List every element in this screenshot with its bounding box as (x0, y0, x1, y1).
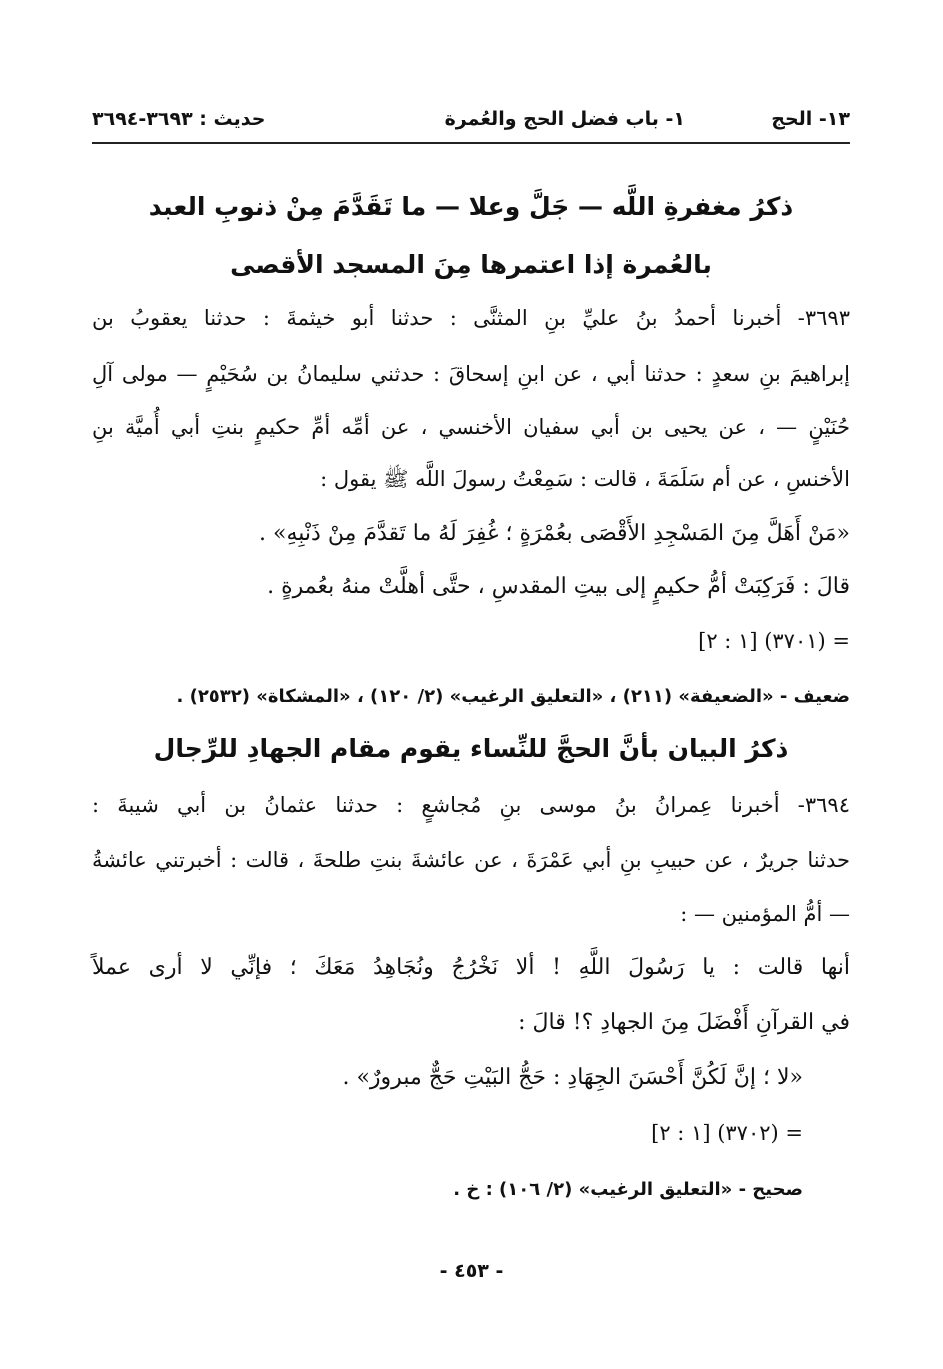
grading-note: صحيح - «التعليق الرغيب» (٢/ ١٠٦) : خ . (453, 1179, 803, 1200)
narration-line: الأخنسِ ، عن أم سَلَمَةَ ، قالت : سَمِعْتُ رسولَ اللَّه ﷺ يقول : (320, 467, 850, 491)
narration-line: ٣٦٩٤- أخبرنا عِمرانُ بنُ موسى بنِ مُجاشعٍ : حدثنا عثمانُ بن أبي شيبةَ : (92, 793, 850, 817)
narration-line: إبراهيمَ بنِ سعدٍ : حدثنا أبي ، عن ابنِ إسحاقَ : حدثني سليمانُ بن سُحَيْمٍ — مولى آلِ (92, 362, 850, 386)
running-header (92, 108, 850, 136)
question-line: أنها قالت : يا رَسُولَ اللَّهِ ! ألا نَخْرُجُ ونُجَاهِدُ مَعَكَ ؛ فإنِّي لا أرى عملاً (92, 955, 850, 980)
cross-reference: = (٣٧٠٢) [١ : ٢] (651, 1121, 803, 1145)
chapter-label: ١٣- الحج (771, 108, 850, 130)
cross-reference: = (٣٧٠١) [١ : ٢] (698, 629, 850, 653)
grading-note: ضعيف - «الضعيفة» (٢١١) ، «التعليق الرغيب» (٢/ ١٢٠) ، «المشكاة» (٢٥٣٢) . (176, 686, 850, 707)
section-title: ذكرُ مغفرةِ اللَّه — جَلَّ وعلا — ما تَقَدَّمَ مِنْ ذنوبِ العبد (148, 192, 794, 221)
narration-line: حدثنا جريرٌ ، عن حبيبِ بنِ أبي عَمْرَةَ ، عن عائشةَ بنتِ طلحةَ ، قالت : أخبرتني عائشةُ (92, 848, 850, 872)
hadith-addition: قالَ : فَرَكِبَتْ أمُّ حكيمٍ إلى بيتِ المقدسِ ، حتَّى أهلَّتْ منهُ بعُمرةٍ . (267, 574, 850, 599)
narration-line: حُنَيْنٍ — ، عن يحيى بن أبي سفيان الأخنسي ، عن أمِّه أمِّ حكيمٍ بنتِ أبي أُميَّة بنِ (92, 415, 850, 439)
page-number: - ٤٥٣ - (439, 1260, 504, 1282)
header-rule (92, 142, 850, 144)
narration-line: ٣٦٩٣- أخبرنا أحمدُ بنُ عليِّ بنِ المثنَّى : حدثنا أبو خيثمةَ : حدثنا يعقوبُ بن (92, 306, 850, 330)
question-line: في القرآنِ أَفْضَلَ مِنَ الجهادِ ؟! قالَ : (518, 1010, 850, 1035)
section-title: ذكرُ البيان بأنَّ الحجَّ للنِّساء يقوم مقام الجهادِ للرِّجال (153, 734, 789, 763)
narration-line: — أمُّ المؤمنين — : (680, 902, 850, 926)
hadith-text: «لا ؛ إنَّ لَكُنَّ أَحْسَنَ الجِهَادِ : حَجُّ البَيْتِ حَجٌّ مبرورٌ» . (342, 1065, 803, 1090)
section-title: بالعُمرة إذا اعتمرها مِنَ المسجد الأقصى (230, 250, 712, 279)
hadith-text: «مَنْ أَهَلَّ مِنَ المَسْجِدِ الأَقْصَى بعُمْرَةٍ ؛ غُفِرَ لَهُ ما تَقدَّمَ مِنْ ذَنْبِهِ» . (259, 521, 850, 546)
hadith-range: حديث : ٣٦٩٣-٣٦٩٤ (92, 108, 266, 130)
section-label: ١- باب فضل الحج والعُمرة (444, 108, 685, 130)
